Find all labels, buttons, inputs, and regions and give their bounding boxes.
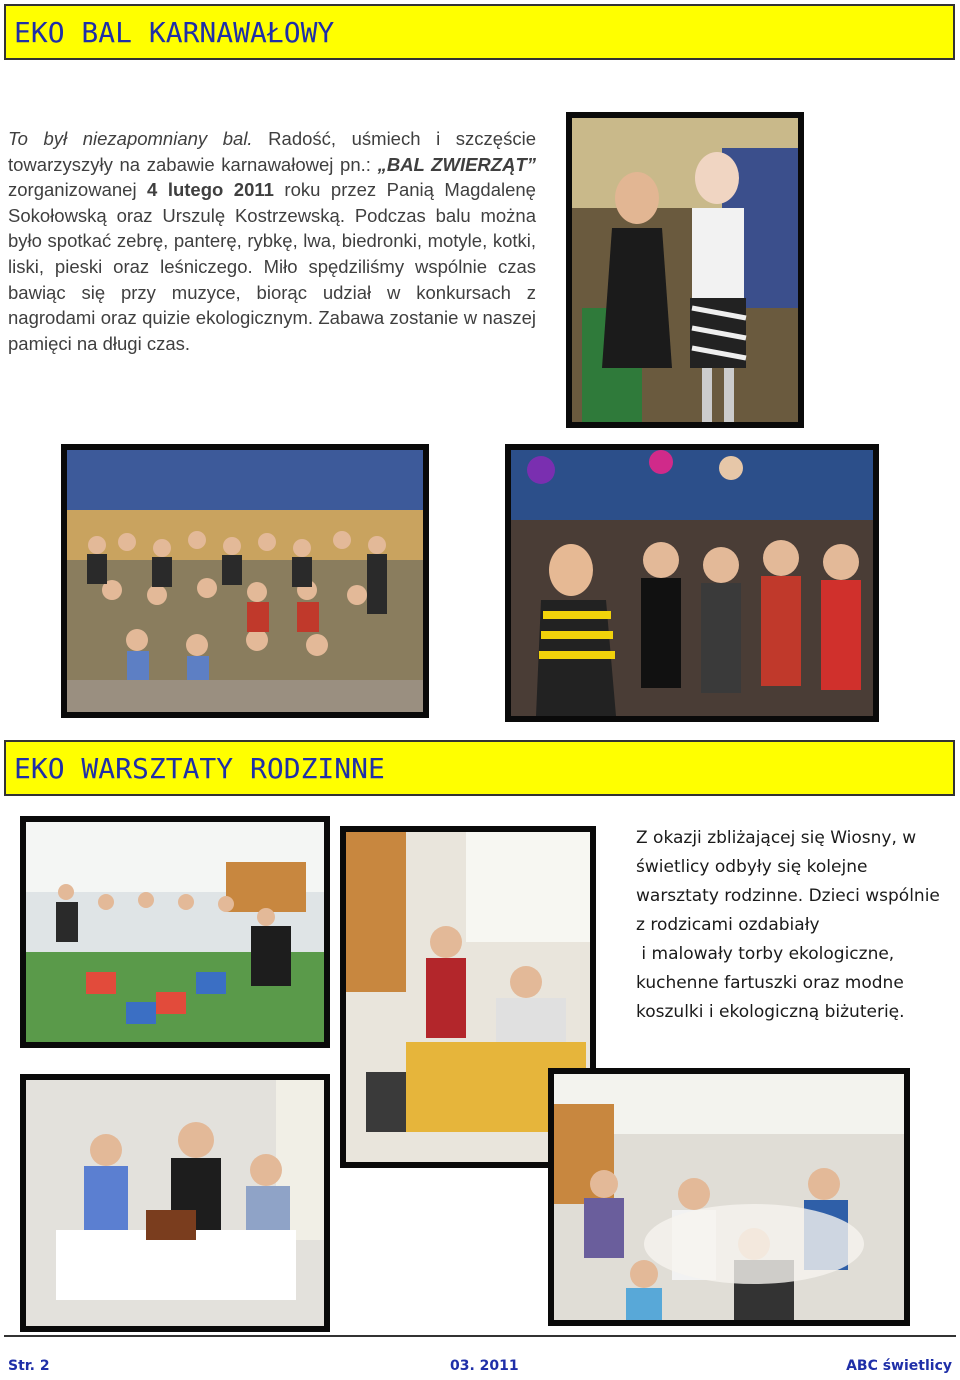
photo-workshop-circle xyxy=(20,816,330,1048)
footer-date: 03. 2011 xyxy=(450,1358,519,1374)
carnival-text-part: Radość, uśmiech i szczęście towarzyszyły na zabawie karnawałowej pn.: xyxy=(8,128,536,175)
section-title-carnival: EKO BAL KARNAWAŁOWY xyxy=(4,4,955,60)
footer-divider xyxy=(4,1335,956,1337)
workshop-text-line2: i malowały torby ekologiczne, kuchenne fartuszki oraz modne koszulki i ekologiczną biżuterię. xyxy=(636,944,910,1022)
event-date: 4 lutego 2011 xyxy=(147,179,274,201)
event-name: „BAL ZWIERZĄT” xyxy=(377,153,536,175)
carnival-text-part: zorganizowanej xyxy=(8,179,148,201)
photo-teachers-costumes xyxy=(566,112,804,428)
footer-publication: ABC świetlicy xyxy=(846,1358,952,1374)
photo-workshop-table xyxy=(548,1068,910,1326)
workshop-text-line1: Z okazji zbliżającej się Wiosny, w świetlicy odbyły się kolejne warsztaty rodzinne. Dzieci wspólnie z rodzicami ozdabiały xyxy=(636,828,940,935)
section-title-workshops: EKO WARSZTATY RODZINNE xyxy=(4,740,955,796)
photo-group-children xyxy=(61,444,429,718)
carnival-text xyxy=(8,126,536,356)
footer-page-number: Str. 2 xyxy=(8,1358,50,1374)
photo-workshop-drawing xyxy=(20,1074,330,1332)
workshop-text xyxy=(636,824,954,1027)
carnival-text-lead: To był niezapomniany bal. xyxy=(8,128,253,149)
carnival-text-part: roku przez Panią Magdalenę Sokołowską oraz Urszulę Kostrzewską. Podczas balu można było spotkać zebrę, panterę, rybkę, lwa, biedronki, motyle, kotki, liski, pieski oraz leśniczego. Miło spędziliśmy wspólnie czas bawiąc się przy muzyce, biorąc udział w konkursach z nagrodami oraz quizie ekologicznym. Zabawa zostanie w naszej pamięci na długi czas. xyxy=(8,179,536,354)
photo-bee-costume xyxy=(505,444,879,722)
